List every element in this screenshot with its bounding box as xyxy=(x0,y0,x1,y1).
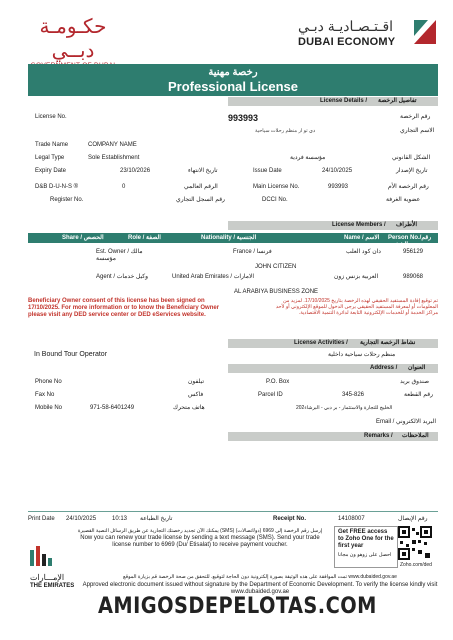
table-row xyxy=(28,246,438,272)
license-title-english: Professional License xyxy=(167,79,299,94)
emirates-flag-icon xyxy=(30,546,56,566)
license-members-heading: License Members / xyxy=(332,222,386,228)
col-role: Role / الصفة xyxy=(128,235,161,241)
address-arabic-value: 202الخليج للتجارة والاستثمار - بر دبي - البرشاء xyxy=(296,405,393,411)
expiry-date-label: Expiry Date xyxy=(35,168,67,174)
expiry-date-value: 23/10/2026 xyxy=(120,168,151,174)
member-name-en: JOHN CITIZEN xyxy=(255,264,297,270)
members-table-header xyxy=(28,233,438,248)
col-share: Share / الحصص xyxy=(62,235,104,241)
beneficiary-note-ar: تم توقيع إفادة المستفيد الحقيقي لهذه الرخصة بتاريخ 17/10/2025. لمزيد من المعلومات أو لمعرفة المستفيد الحقيقي يرجى الدخول للموقع الإلكتروني أو لأحد مراكز الخدمة أو للخدمات الإلكترونية التابعة لدائرة التنمية الاقتصادية. xyxy=(275,298,438,316)
dubai-economy-arabic: اقـتـصـاديـة دبـي xyxy=(298,18,394,34)
mobile-label-ar: هاتف متحرك xyxy=(173,405,205,411)
address-heading: Address / xyxy=(370,365,398,371)
license-title-arabic: رخصة مهنية xyxy=(208,67,258,78)
legal-type-label-ar: الشكل القانوني xyxy=(392,155,431,161)
issue-date-label-ar: تاريخ الإصدار xyxy=(396,168,428,174)
member-role: Agent / وكيل خدمات xyxy=(96,274,149,280)
issue-date-label: Issue Date xyxy=(253,168,282,174)
legal-type-arabic-value: مؤسسة فردية xyxy=(290,155,326,161)
trade-name-value: COMPANY NAME xyxy=(88,142,137,148)
remarks-header xyxy=(228,432,438,441)
license-details-heading-ar: تفاصيل الرخصة xyxy=(378,98,417,104)
beneficiary-note-en: Beneficiary Owner consent of this license has been signed on 17/10/2025. For more information or to know the Beneficiary Owner please visit any DED service center or DED eServices website. xyxy=(28,298,220,318)
legal-type-value: Sole Establishment xyxy=(88,155,140,161)
duns-value: 0 xyxy=(122,184,126,190)
activity-row xyxy=(28,351,438,361)
col-nationality: Nationality / الجنسية xyxy=(201,235,257,241)
gov-logo-arabic: حكـومـة دبــي xyxy=(39,14,107,62)
watermark-text: AMIGOSDEPELOTAS.COM xyxy=(98,594,377,619)
renew-sms-note-ar: يمكنك الآن تجديد رخصتك التجارية عن طريق الرسائل النصية القصيرة (SMS) إرسل رقم الرخصة إلى 6969 (دو/اتصالات) xyxy=(77,528,323,534)
legal-type-label: Legal Type xyxy=(35,155,65,161)
print-time-value: 10:13 xyxy=(112,516,128,522)
renew-sms-note-en: Now you can renew your trade license by sending a text message (SMS). Send your trade license number to 6969 (Du/ Etisalat) to receive payment voucher. xyxy=(80,535,320,548)
main-license-value: 993993 xyxy=(328,184,349,190)
license-members-header xyxy=(228,221,438,230)
member-name-ar: دان كود العلب xyxy=(346,249,381,255)
duns-label-ar: الرقم العالمي xyxy=(184,184,218,190)
mobile-value: 971-58-6401249 xyxy=(90,405,135,411)
dubai-economy-emblem-icon xyxy=(414,20,436,44)
col-person-no: Person No./رقم الشخص xyxy=(388,235,432,248)
license-members-heading-ar: الأطراف xyxy=(396,222,418,228)
phone-label: Phone No xyxy=(35,379,62,385)
remarks-heading: Remarks / xyxy=(364,433,393,439)
dcci-no-label: DCCI No. xyxy=(262,197,288,203)
license-no-label: License No. xyxy=(35,114,67,120)
qr-code-icon xyxy=(398,526,432,560)
zoho-url: Zoho.com/ded xyxy=(400,562,432,568)
phone-label-ar: تيلفون xyxy=(188,379,205,385)
zoho-promo-text-ar: احصل على زوهو ون مجانا xyxy=(338,552,392,558)
zoho-promo xyxy=(334,526,398,568)
dubai-economy-english: DUBAI ECONOMY xyxy=(298,36,396,48)
pobox-label: P.O. Box xyxy=(266,379,290,385)
table-row xyxy=(28,271,438,297)
member-nationality: United Arab Emirates / الامارات xyxy=(172,274,255,280)
fax-label: Fax No xyxy=(35,392,55,398)
license-title-banner xyxy=(28,64,438,96)
receipt-label-ar: رقم الإيصال xyxy=(398,516,428,522)
dubai-economy-logo xyxy=(298,18,438,52)
parcel-id-label-ar: رقم القطعة xyxy=(404,392,433,398)
license-activities-heading-ar: نشاط الرخصة التجارية xyxy=(360,340,416,346)
member-person-no: 989068 xyxy=(403,274,424,280)
address-heading-ar: العنوان xyxy=(408,365,426,371)
receipt-label: Receipt No. xyxy=(273,516,307,522)
main-license-label-ar: رقم الرخصة الأم xyxy=(388,184,429,190)
trade-name-label-ar: الاسم التجاري xyxy=(400,128,435,134)
license-activities-heading: License Activities / xyxy=(294,340,348,346)
approved-note-ar: تمت الموافقة على هذه الوثيقة بصورة إلكترونية دون الحاجة لتوقيع. للتحقق من صحة الرخصة قم بزيارة الموقع www.dubaided.gov.ae xyxy=(123,574,397,580)
issue-date-value: 24/10/2025 xyxy=(322,168,353,174)
email-label: Email / xyxy=(376,419,395,425)
footer-divider xyxy=(28,511,438,512)
trade-name-arabic-value: دي تو ار منظم رحلات سياحية xyxy=(255,128,316,134)
mobile-label: Mobile No xyxy=(35,405,63,411)
member-nationality: France / فرنسا xyxy=(233,249,272,255)
print-date-label: Print Date xyxy=(28,516,55,522)
receipt-value: 14108007 xyxy=(338,516,365,522)
activity-name-ar: منظم رحلات سياحية داخلية xyxy=(328,352,396,358)
license-no-value: 993993 xyxy=(228,113,259,123)
government-logo xyxy=(18,14,128,62)
trade-name-label: Trade Name xyxy=(35,142,69,148)
parcel-id-value: 345-826 xyxy=(342,392,365,398)
register-no-label: Register No. xyxy=(50,197,84,203)
remarks-heading-ar: الملاحظات xyxy=(402,433,429,439)
member-name-en: AL ARABIYA BUSINESS ZONE xyxy=(234,289,319,295)
license-details-header xyxy=(228,97,438,106)
license-no-label-ar: رقم الرخصة xyxy=(400,114,431,120)
email-label-ar: البريد الالكتروني xyxy=(396,419,437,425)
emirates-brand-english: THE EMIRATES xyxy=(30,583,75,589)
approved-note-en: Approved electronic document issued without signature by the Department of Economic Development. To verify the license kindly visit www.dubaided.gov.ae xyxy=(82,582,438,595)
dcci-no-label-ar: عضوية الغرفة xyxy=(386,197,421,203)
address-header xyxy=(228,364,438,373)
parcel-id-label: Parcel ID xyxy=(258,392,283,398)
col-name: Name / الاسم xyxy=(344,235,380,241)
register-no-label-ar: رقم السجل التجاري xyxy=(176,197,225,203)
activity-name-en: In Bound Tour Operator xyxy=(34,351,108,358)
member-person-no: 956129 xyxy=(403,249,424,255)
member-name-ar: العربية بزنس زون xyxy=(334,274,379,280)
print-date-label-ar: تاريخ الطباعة xyxy=(140,516,173,522)
main-license-label: Main License No. xyxy=(253,184,300,190)
license-details-heading: License Details / xyxy=(320,98,368,104)
pobox-label-ar: صندوق بريد xyxy=(400,379,430,385)
license-activities-header xyxy=(228,339,438,348)
print-date-value: 24/10/2025 xyxy=(66,516,97,522)
member-role: Est. Owner / مالك مؤسسة xyxy=(96,249,143,262)
zoho-promo-text: Get FREE access to Zoho One for the first year xyxy=(338,529,394,549)
fax-label-ar: فاكس xyxy=(188,392,204,398)
emirates-brand-arabic: الإمـــارات xyxy=(30,573,65,582)
expiry-date-label-ar: تاريخ الانتهاء xyxy=(188,168,218,174)
duns-label: D&B D-U-N-S ® xyxy=(35,184,79,190)
